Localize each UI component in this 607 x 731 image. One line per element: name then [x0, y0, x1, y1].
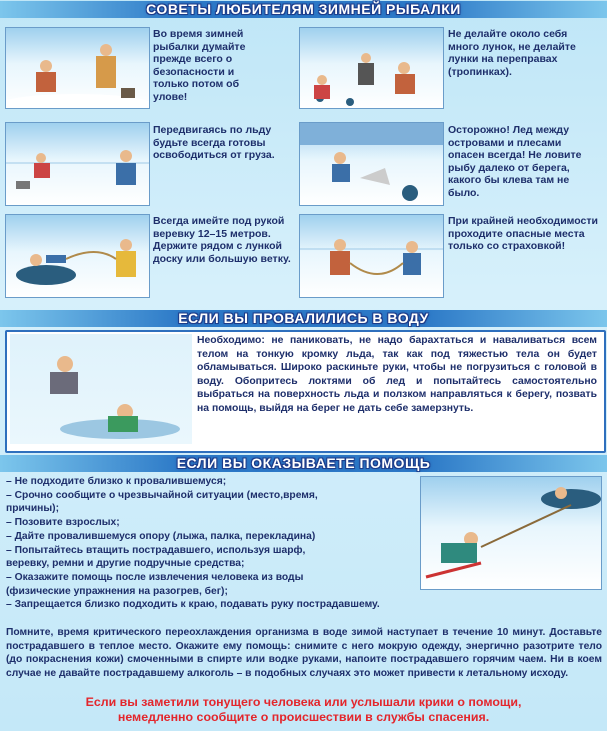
- illustration-safety-rope: [299, 214, 444, 298]
- fell-title: ЕСЛИ ВЫ ПРОВАЛИЛИСЬ В ВОДУ: [178, 310, 429, 326]
- list-item: – Позовите взрослых;: [6, 517, 120, 529]
- list-item: – Не подходите близко к провалившемуся;: [6, 476, 227, 487]
- alert-line-2: немедленно сообщите о происшествии в службы спасения.: [117, 710, 490, 724]
- list-item: – Запрещается близко подходить к краю, подавать руку пострадавшему.: [6, 599, 380, 611]
- list-item: – Попытайтесь втащить пострадавшего, используя шарф,: [6, 544, 306, 556]
- list-item: (физические упражнения на разогрев, бег);: [6, 585, 228, 597]
- illustration-many-holes: [299, 27, 444, 109]
- tip-rope: Всегда имейте под рукой веревку 12–15 метров. Держите рядом с лункой доску или большую ветку.: [153, 215, 291, 265]
- illustration-rope-rescue: [5, 214, 150, 298]
- tip-holes: Не делайте около себя много лунок, не делайте лунки на переправах (тропинках).: [448, 28, 576, 78]
- fell-instructions: Необходимо: не паниковать, не надо барахтаться и наваливаться всем телом на тонкую кромку льда, так как под тяжестью тела он будет обламываться. Широко раскиньте руки, чтобы не погрузиться с головой в воду. Обопритесь локтями об лед и попытайтесь самостоятельно выбраться на поверхность льда и ползком направляться к берегу, позвать на помощь, выйдя на берег не дать себе замерзнуть.: [197, 335, 597, 414]
- illustration-ski-pole-rescue: [420, 476, 602, 590]
- tip-safety-first: Во время зимней рыбалки думайте прежде всего о безопасности и только потом об улове!: [153, 28, 246, 103]
- help-list: [6, 475, 416, 612]
- remember-text: Помните, время критического переохлаждения организма в воде зимой наступает в течение 10 минут. Доставьте пострадавшего в теплое место. Окажите ему помощь: снимите с него мокрую одежду, энергично разотрите тело (до покраснения кожи) смоченными в спирте или водке руками, напоите пострадавшего горячим чаем. Ни в коем случае не давайте пострадавшему алкоголь – в подобных случаях это может привести к летальному исходу.: [6, 627, 602, 680]
- list-item: – Срочно сообщите о чрезвычайной ситуации (место,время,: [6, 489, 318, 501]
- alert-text: [0, 695, 607, 725]
- illustration-person-in-water: [10, 334, 192, 444]
- tip-load: Передвигаясь по льду будьте всегда готовы освободиться от груза.: [153, 124, 275, 162]
- list-item: причины);: [6, 503, 60, 515]
- tip-thin-ice: Осторожно! Лед между островами и плесами опасен всегда! Не ловите рыбу далеко от берега, какого бы клева там не было.: [448, 124, 582, 199]
- list-item: – Оказажите помощь после извлечения человека из воды: [6, 571, 304, 583]
- alert-line-1: Если вы заметили тонущего человека или услышали крики о помощи,: [85, 695, 522, 709]
- help-title: ЕСЛИ ВЫ ОКАЗЫВАЕТЕ ПОМОЩЬ: [176, 455, 431, 471]
- list-item: веревку, ремни и другие подручные средства;: [6, 558, 245, 570]
- tip-belay: При крайней необходимости проходите опасные места только со страховкой!: [448, 215, 598, 253]
- illustration-dropping-load: [5, 122, 150, 206]
- illustration-thin-ice: [299, 122, 444, 206]
- main-title: СОВЕТЫ ЛЮБИТЕЛЯМ ЗИМНЕЙ РЫБАЛКИ: [146, 1, 461, 17]
- illustration-fishermen-on-ice: [5, 27, 150, 109]
- list-item: – Дайте провалившемуся опору (лыжа, палка, перекладина): [6, 530, 316, 542]
